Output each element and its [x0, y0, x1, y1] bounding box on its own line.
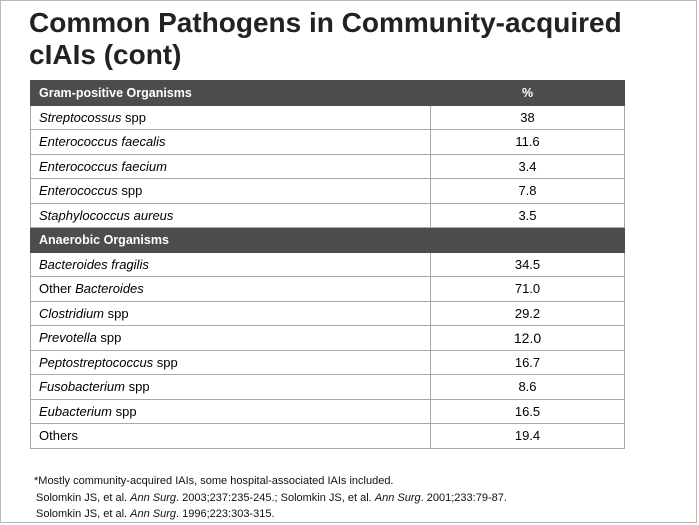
table-row [31, 154, 625, 179]
table-row [31, 375, 625, 400]
percent-cell: 71.0 [431, 277, 625, 302]
percent-cell: 16.5 [431, 399, 625, 424]
footnote-mostly: *Mostly community-acquired IAIs, some hospital-associated IAIs included. [34, 475, 394, 487]
percent-header: % [431, 81, 625, 106]
percent-cell: 11.6 [431, 130, 625, 155]
section-empty-cell [431, 228, 625, 253]
table-row [31, 252, 625, 277]
table-row [31, 326, 625, 351]
percent-cell: 29.2 [431, 301, 625, 326]
organism-cell: Streptocossus spp [31, 105, 431, 130]
organism-cell: Peptostreptococcus spp [31, 350, 431, 375]
section-title: Anaerobic Organisms [31, 228, 431, 253]
percent-cell: 3.5 [431, 203, 625, 228]
percent-cell: 7.8 [431, 179, 625, 204]
table-row [31, 203, 625, 228]
organism-cell: Clostridium spp [31, 301, 431, 326]
percent-cell: 12.0 [431, 326, 625, 351]
organism-cell: Others [31, 424, 431, 449]
footnotes [34, 473, 674, 523]
organism-cell: Fusobacterium spp [31, 375, 431, 400]
table-row [31, 399, 625, 424]
title-line-1: Common Pathogens in Community-acquired [29, 7, 622, 38]
organism-cell: Staphylococcus aureus [31, 203, 431, 228]
section-title: Gram-positive Organisms [31, 81, 431, 106]
reference-line-1: Solomkin JS, et al. Ann Surg. 2003;237:235-245.; Solomkin JS, et al. Ann Surg. 2001;233:79-87. [36, 491, 507, 504]
organism-cell: Enterococcus spp [31, 179, 431, 204]
reference-line-2: Solomkin JS, et al. Ann Surg. 1996;223:303-315. [36, 508, 275, 520]
organism-cell: Enterococcus faecalis [31, 130, 431, 155]
slide-title [29, 7, 679, 71]
organism-cell: Eubacterium spp [31, 399, 431, 424]
percent-cell: 19.4 [431, 424, 625, 449]
pathogen-table [30, 80, 625, 449]
table-row [31, 179, 625, 204]
table-row [31, 301, 625, 326]
organism-cell: Other Bacteroides [31, 277, 431, 302]
table-row [31, 277, 625, 302]
percent-cell: 38 [431, 105, 625, 130]
organism-cell: Bacteroides fragilis [31, 252, 431, 277]
percent-cell: 3.4 [431, 154, 625, 179]
section-header-gram-positive [31, 81, 625, 106]
percent-cell: 34.5 [431, 252, 625, 277]
title-line-2: cIAIs (cont) [29, 39, 182, 70]
organism-cell: Prevotella spp [31, 326, 431, 351]
percent-cell: 8.6 [431, 375, 625, 400]
table-row [31, 130, 625, 155]
section-header-anaerobic [31, 228, 625, 253]
table-row [31, 424, 625, 449]
percent-cell: 16.7 [431, 350, 625, 375]
organism-cell: Enterococcus faecium [31, 154, 431, 179]
table-row [31, 350, 625, 375]
table-row [31, 105, 625, 130]
